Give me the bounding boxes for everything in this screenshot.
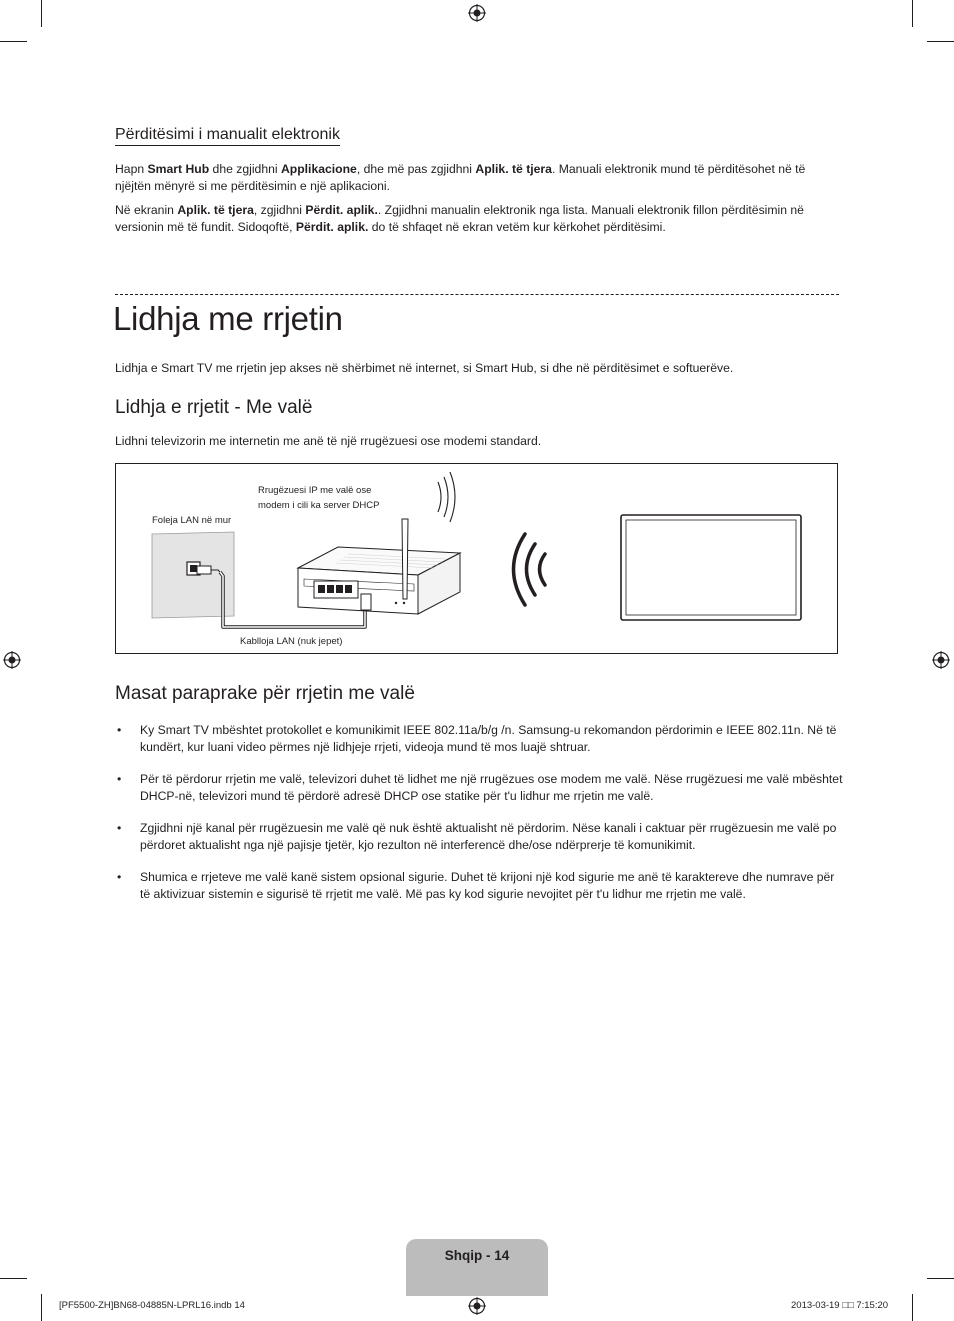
lan-cable-label: Kablloja LAN (nuk jepet)	[240, 636, 343, 647]
crop-mark	[912, 1294, 913, 1321]
bullet-icon: •	[117, 723, 122, 737]
crop-mark	[41, 0, 42, 27]
registration-mark-icon	[3, 651, 21, 669]
registration-mark-icon	[468, 4, 486, 22]
section-heading-precautions: Masat paraprake për rrjetin me valë	[115, 683, 415, 704]
crop-mark	[0, 41, 27, 42]
tv-icon	[621, 515, 801, 620]
file-info: [PF5500-ZH]BN68-04885N-LPRL16.indb 14	[59, 1300, 245, 1311]
list-item: • Për të përdorur rrjetin me valë, televizori duhet të lidhet me një rrugëzues ose modem me valë. Nëse rrugëzuesi me valë mbështet DHCP-në, televizori mund të përdorë adresë DHCP ose statike për t'u lidhur me rrjetin me valë.	[117, 772, 843, 803]
wall-lan-label: Foleja LAN në mur	[152, 515, 232, 526]
tv-wifi-signal-icon	[514, 534, 546, 605]
section-heading-manual-update: Përditësimi i manualit elektronik	[115, 126, 340, 146]
crop-mark	[927, 1278, 954, 1279]
page-number: Shqip - 14	[444, 1248, 510, 1263]
crop-mark	[912, 0, 913, 27]
router-icon	[298, 519, 460, 614]
print-timestamp: 2013-03-19 □□ 7:15:20	[791, 1300, 889, 1311]
registration-mark-icon	[932, 651, 950, 669]
crop-mark	[927, 41, 954, 42]
registration-mark-icon	[468, 1297, 486, 1315]
router-wifi-signal-icon	[438, 472, 455, 522]
bullet-icon: •	[117, 821, 122, 835]
crop-mark	[0, 1278, 27, 1279]
section-heading-wireless: Lidhja e rrjetit - Me valë	[115, 397, 313, 418]
precautions-list	[115, 722, 843, 918]
list-item: • Shumica e rrjeteve me valë kanë sistem opsional sigurie. Duhet të krijoni një kod sigurie me anë të karaktereve dhe numrave për të aktivizuar sistemin e sigurisë të rrjetit me valë. Më pas ky kod sigurie nevojitet për t'u lidhur me rrjetin me valë.	[117, 870, 835, 901]
paragraph-network-intro: Lidhja e Smart TV me rrjetin jep akses në shërbimet në internet, si Smart Hub, si dhe në përditësimet e softuerëve.	[115, 361, 734, 375]
paragraph-manual-update-2: Në ekranin Aplik. të tjera, zgjidhni Përdit. aplik.. Zgjidhni manualin elektronik nga lista. Manuali elektronik fillon përditësimin në versionin më të fundit. Sidoqoftë, Përdit. aplik. do të shfaqet në ekran vetëm kur kërkohet përditësimi.	[115, 203, 804, 234]
bullet-icon: •	[117, 870, 122, 884]
page-number-tab	[406, 1239, 548, 1296]
crop-mark	[41, 1294, 42, 1321]
list-item: • Zgjidhni një kanal për rrugëzuesin me valë që nuk është aktualisht në përdorim. Nëse kanali i caktuar për rrugëzuesin me valë po përdoret aktualisht nga një pajisje tjetër, kjo rezulton në interferencë dhe/ose ndërprerje të komunikimit.	[117, 821, 837, 852]
bullet-icon: •	[117, 772, 122, 786]
page-title: Lidhja me rrjetin	[113, 300, 343, 337]
list-item: • Ky Smart TV mbështet protokollet e komunikimit IEEE 802.11a/b/g /n. Samsung-u rekomandon përdorimin e IEEE 802.11n. Në të kundërt, kur luani video përmes një lidhjeje rrjeti, videoja mund të mos luajë shtruar.	[117, 723, 837, 754]
paragraph-manual-update-1: Hapn Smart Hub dhe zgjidhni Applikacione, dhe më pas zgjidhni Aplik. të tjera. Manuali elektronik mund të përditësohet në të njëjtën mënyrë si me përditësimin e një aplikacioni.	[115, 162, 806, 193]
router-label: Rrugëzuesi IP me valë ose modem i cili ka server DHCP	[258, 485, 380, 511]
wireless-connection-diagram	[115, 463, 838, 654]
section-divider	[115, 294, 839, 295]
paragraph-wireless-intro: Lidhni televizorin me internetin me anë të një rrugëzuesi ose modemi standard.	[115, 434, 542, 448]
